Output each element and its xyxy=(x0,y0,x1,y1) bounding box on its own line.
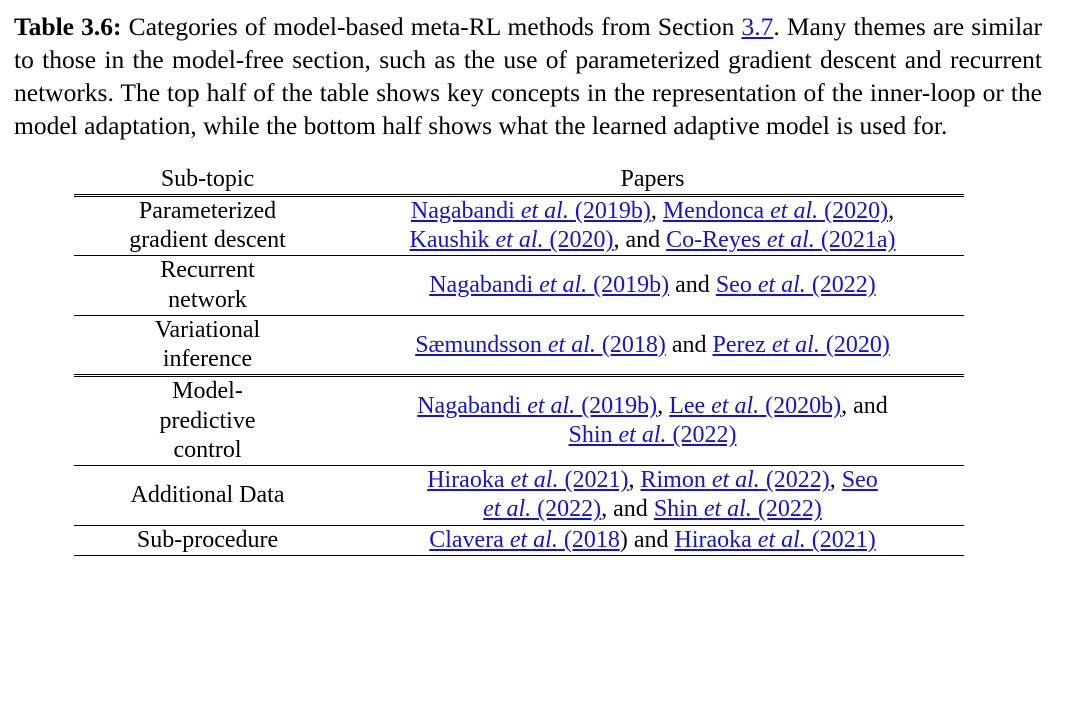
papers-line xyxy=(341,392,964,421)
citation-separator: , xyxy=(628,467,635,494)
citation-year: (2018 xyxy=(563,526,620,553)
citation-year: (2019b) xyxy=(593,271,670,298)
table-caption xyxy=(14,10,1042,143)
citation-separator: , xyxy=(650,197,657,224)
citation-author: Shin xyxy=(653,496,698,523)
citation-etal: et al. xyxy=(510,467,559,494)
column-header-subtopic: Sub-topic xyxy=(160,165,255,192)
citation-year: (2022) xyxy=(672,422,737,449)
table-row xyxy=(74,197,964,256)
citation-year: (2020) xyxy=(825,331,890,358)
citation-separator: , and xyxy=(601,496,648,523)
citation-author: Nagabandi xyxy=(410,197,515,224)
citation-etal: et al. xyxy=(766,227,815,254)
subtopic-line: inference xyxy=(162,346,253,373)
citation-year: (2019b) xyxy=(581,393,658,420)
citation-link[interactable] xyxy=(640,467,829,493)
subtopic-cell xyxy=(74,256,341,315)
citation-year: (2022) xyxy=(765,467,830,494)
papers-line xyxy=(341,421,964,450)
column-header-papers: Papers xyxy=(620,165,685,192)
citation-author: Shin xyxy=(568,422,613,449)
rule-cell xyxy=(74,555,964,556)
subtopic-line: Variational xyxy=(154,316,261,343)
citation-etal: et al. xyxy=(509,526,558,553)
papers-line xyxy=(341,331,964,360)
table-rule-single xyxy=(74,555,964,556)
caption-text-2: . Many themes are similar to those in the model-free section, such as the use of parameterized gradient descent and recurrent networks. The top half of the table shows key concepts in the representation of the inner-loop or the model adaptation, while the bottom half shows what the learned adaptive model is used for. xyxy=(14,12,1043,141)
papers-cell xyxy=(341,197,964,256)
subtopic-cell xyxy=(74,197,341,256)
section-reference-link[interactable]: 3.7 xyxy=(741,12,774,41)
subtopic-cell xyxy=(74,377,341,465)
citation-separator: , xyxy=(657,393,664,420)
citation-separator: ) and xyxy=(619,526,669,553)
citation-etal: et al. xyxy=(495,227,544,254)
citation-link[interactable] xyxy=(666,227,895,253)
citation-author: Co-Reyes xyxy=(666,227,761,254)
subtopic-line: control xyxy=(173,436,242,463)
papers-line xyxy=(341,271,964,300)
citation-etal: et al. xyxy=(770,197,819,224)
table-row xyxy=(74,377,964,465)
citation-author: Rimon xyxy=(640,467,706,494)
table-header-row xyxy=(74,165,964,194)
citation-link[interactable] xyxy=(675,527,876,553)
table-head xyxy=(74,165,964,194)
citation-separator: , xyxy=(888,197,895,224)
table-row xyxy=(74,316,964,375)
citation-year: (2021a) xyxy=(820,227,896,254)
caption-text-1: Categories of model-based meta-RL methods from Section xyxy=(121,12,742,41)
papers-cell xyxy=(341,256,964,315)
citation-link[interactable] xyxy=(663,198,888,224)
papers-cell xyxy=(341,526,964,555)
citation-etal: et al. xyxy=(757,526,806,553)
subtopic-cell xyxy=(74,316,341,375)
citation-etal: et al. xyxy=(527,393,576,420)
citation-year: (2022) xyxy=(811,271,876,298)
papers-line xyxy=(341,197,964,226)
citation-link[interactable] xyxy=(842,467,878,493)
citation-link[interactable] xyxy=(429,527,620,553)
table-container xyxy=(14,165,1042,556)
citation-link[interactable] xyxy=(429,272,669,298)
subtopic-line: predictive xyxy=(159,407,256,434)
citation-etal: et al. xyxy=(539,271,588,298)
citation-year: (2020) xyxy=(824,197,889,224)
papers-line xyxy=(341,526,964,555)
papers-line xyxy=(341,226,964,255)
citation-etal: et al. xyxy=(757,271,806,298)
citation-separator: , xyxy=(829,467,836,494)
citation-author: Sæmundsson xyxy=(415,331,542,358)
subtopic-line: Model- xyxy=(172,378,243,405)
citation-separator: , and xyxy=(613,227,661,254)
citation-author: Nagabandi xyxy=(429,271,534,298)
papers-cell xyxy=(341,316,964,375)
citation-etal: et al. xyxy=(711,393,760,420)
citation-author: Hiraoka xyxy=(674,526,752,553)
citation-year: (2020) xyxy=(549,227,614,254)
citation-separator: and xyxy=(669,271,710,298)
citation-link[interactable] xyxy=(411,198,651,224)
subtopic-cell xyxy=(74,526,341,555)
citation-author: Kaushik xyxy=(409,227,490,254)
citation-link[interactable] xyxy=(716,272,876,298)
citation-etal: et al. xyxy=(547,331,596,358)
table-row xyxy=(74,256,964,315)
table-body xyxy=(74,194,964,556)
citation-link[interactable] xyxy=(415,332,666,358)
citation-author: Seo xyxy=(841,467,878,494)
citation-etal: et al. xyxy=(618,422,667,449)
citation-link[interactable] xyxy=(410,227,614,253)
citation-etal: et al. xyxy=(703,496,752,523)
citation-author: Hiraoka xyxy=(427,467,505,494)
citation-year: (2021) xyxy=(811,526,876,553)
citation-etal: et al. xyxy=(483,496,532,523)
citation-year: (2022) xyxy=(537,496,602,523)
citation-link[interactable] xyxy=(654,496,822,522)
citation-year: (2021) xyxy=(564,467,629,494)
citation-separator: , and xyxy=(841,393,888,420)
citation-link[interactable] xyxy=(427,467,628,493)
citation-etal: et al. xyxy=(771,331,820,358)
papers-cell xyxy=(341,466,964,525)
horizontal-rule xyxy=(74,555,964,556)
meta-rl-methods-table xyxy=(74,165,964,556)
subtopic-line: Additional Data xyxy=(130,481,285,508)
papers-cell xyxy=(341,377,964,465)
citation-author: Clavera xyxy=(429,526,504,553)
subtopic-line: Recurrent xyxy=(160,257,255,284)
citation-year: (2019b) xyxy=(574,197,651,224)
subtopic-cell xyxy=(74,466,341,525)
subtopic-line: Sub-procedure xyxy=(136,526,279,553)
citation-author: Perez xyxy=(712,331,766,358)
citation-link[interactable] xyxy=(417,393,657,419)
subtopic-line: Parameterized xyxy=(138,197,277,224)
citation-link[interactable] xyxy=(669,393,841,419)
citation-year: (2018) xyxy=(601,331,666,358)
citation-link[interactable] xyxy=(713,332,890,358)
subtopic-line: gradient descent xyxy=(129,227,286,254)
citation-author: Mendonca xyxy=(662,197,765,224)
citation-author: Lee xyxy=(669,393,706,420)
caption-label: Table 3.6: xyxy=(14,12,122,41)
papers-line xyxy=(341,466,964,495)
subtopic-line: network xyxy=(168,286,247,313)
table-row xyxy=(74,466,964,525)
citation-year: (2020b) xyxy=(765,393,842,420)
table-row xyxy=(74,526,964,555)
citation-author: Nagabandi xyxy=(417,393,522,420)
citation-separator: and xyxy=(665,331,707,358)
papers-line xyxy=(341,495,964,524)
citation-link[interactable] xyxy=(569,422,737,448)
citation-etal: et al. xyxy=(711,467,760,494)
citation-etal: et al. xyxy=(520,197,569,224)
citation-year: (2022) xyxy=(757,496,822,523)
citation-author: Seo xyxy=(715,271,752,298)
citation-link[interactable] xyxy=(483,496,601,522)
